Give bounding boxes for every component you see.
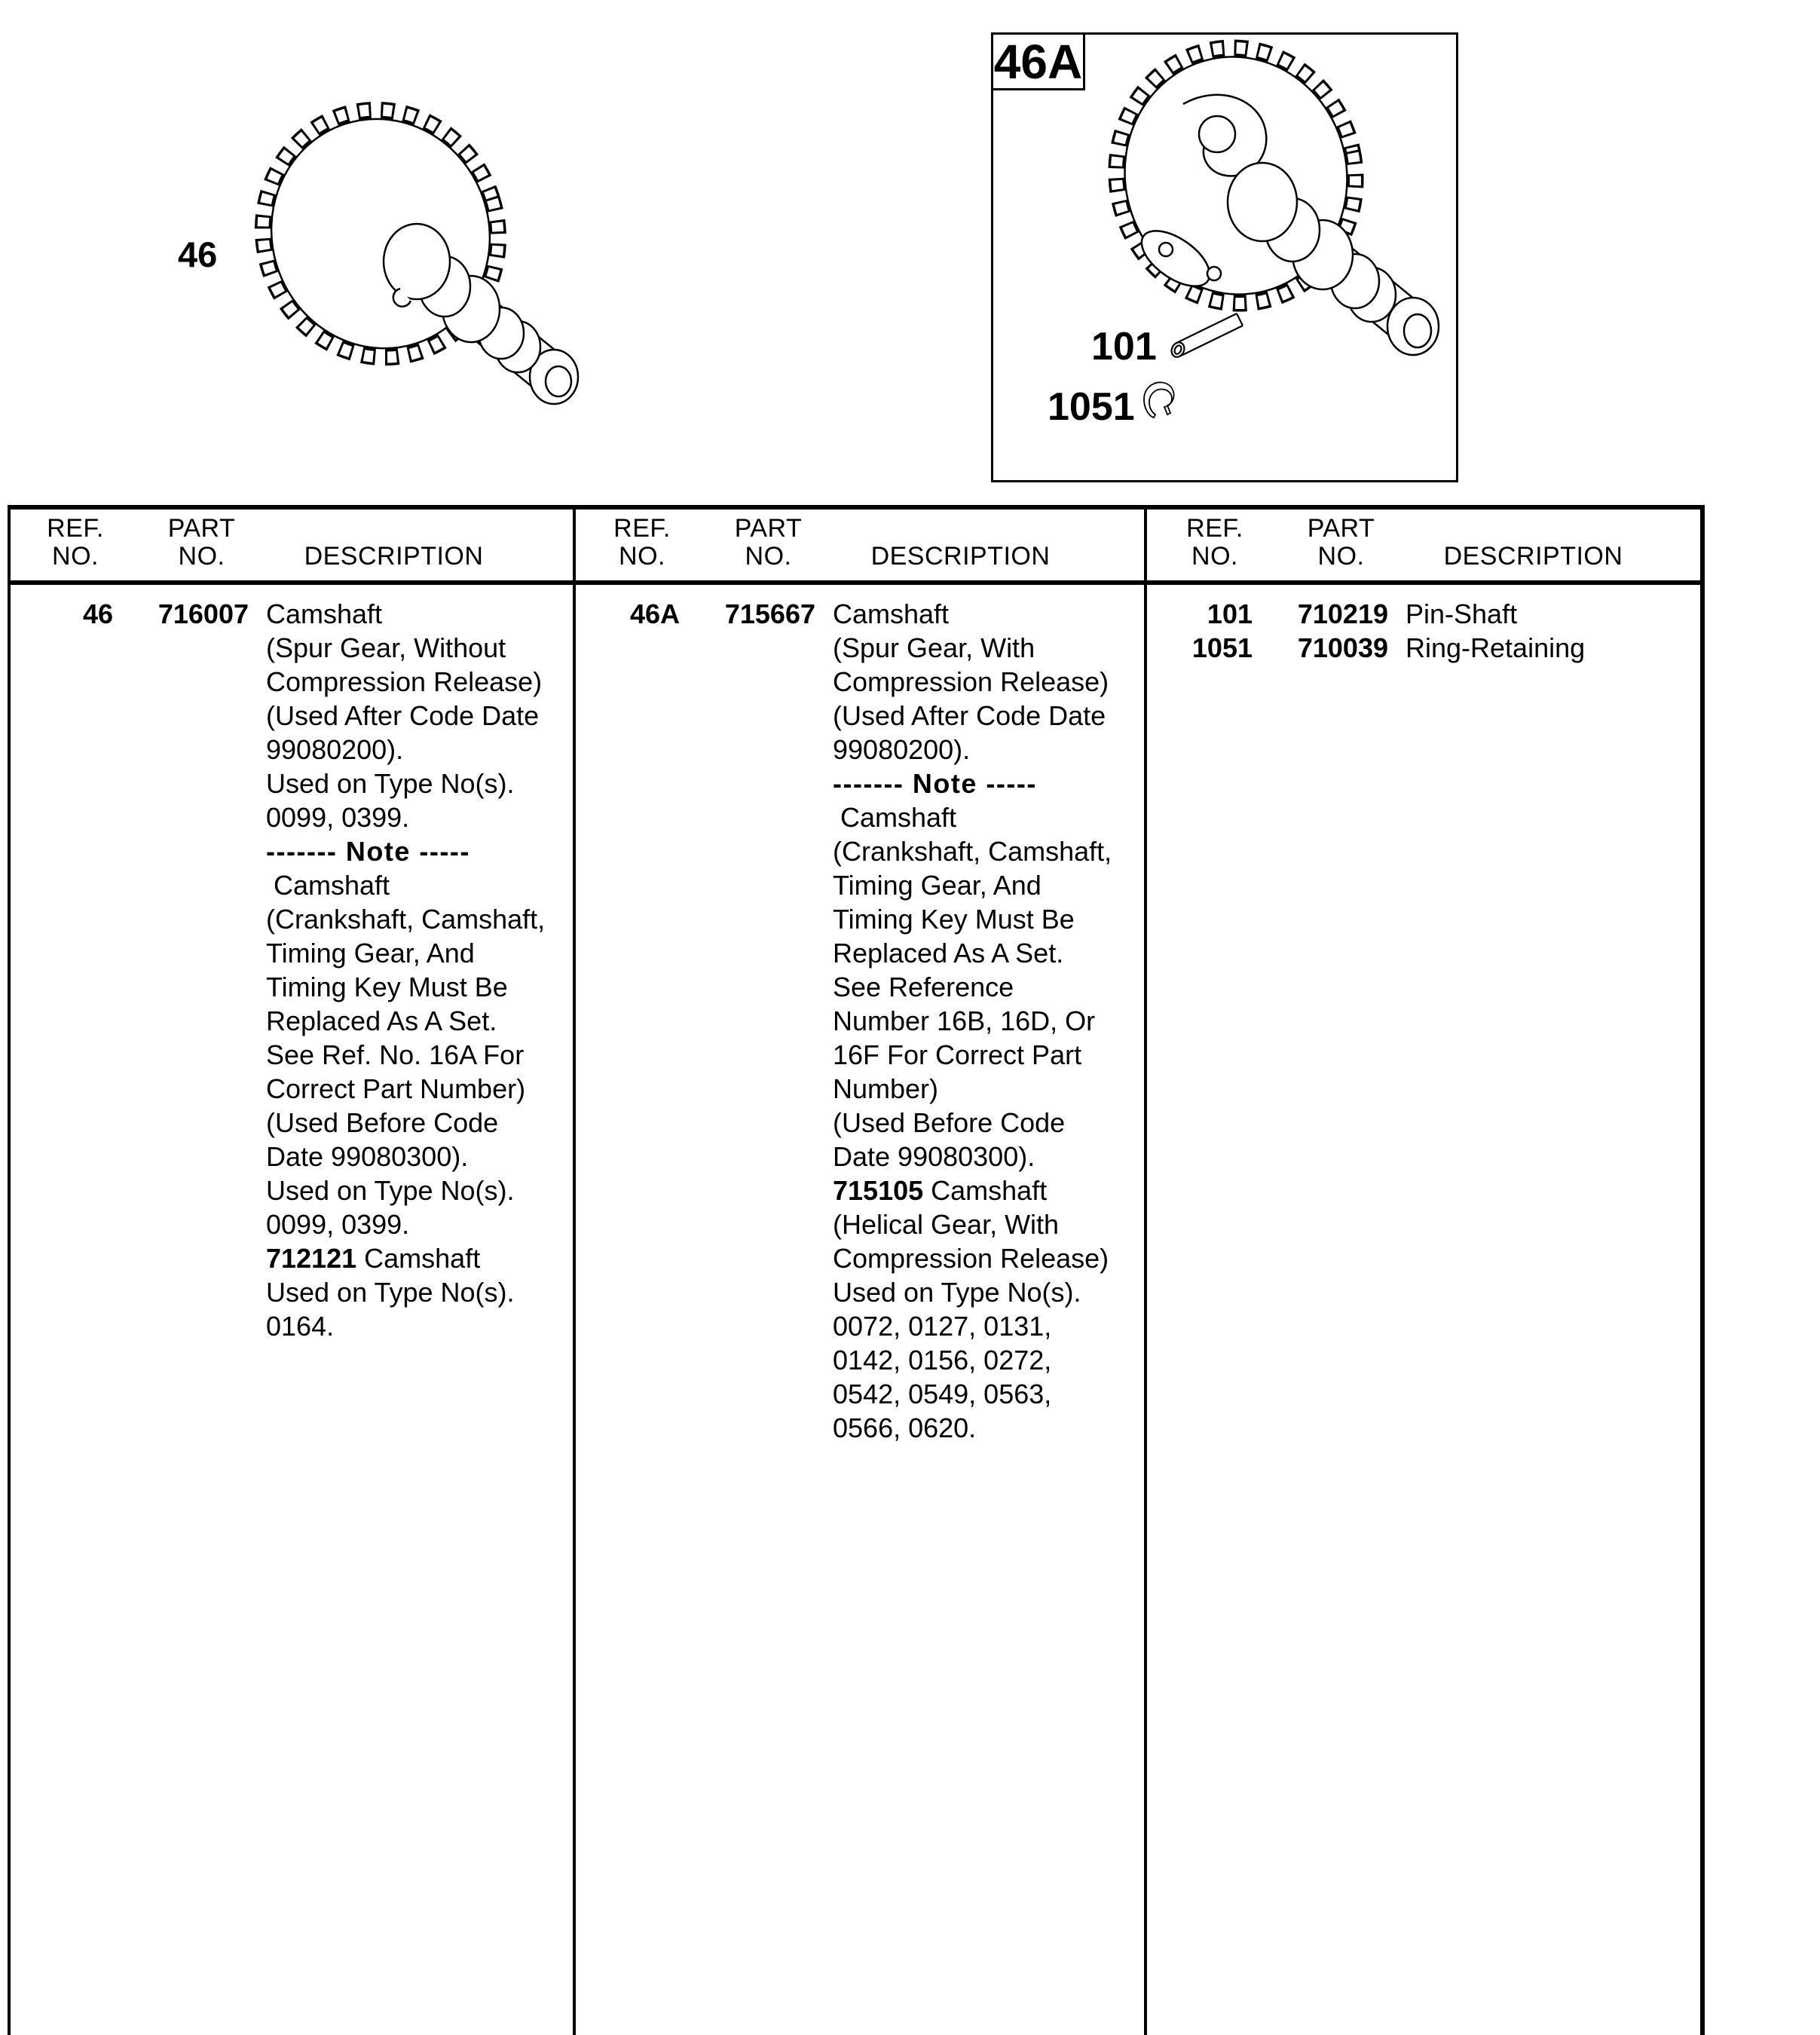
pin-shaft-label: 101 [1091, 325, 1157, 369]
description-line: Timing Key Must Be [266, 972, 508, 1002]
retaining-ring-label: 1051 [1048, 385, 1135, 429]
entry-ref-no: 46A [629, 598, 680, 629]
description-line: 0099, 0399. [266, 1209, 410, 1240]
description-line: See Ref. No. 16A For [266, 1039, 525, 1070]
description-line: Date 99080300). [266, 1141, 469, 1172]
ref-no-header: REF. NO. [613, 514, 671, 571]
description-line: 0099, 0399. [266, 802, 410, 833]
description-line: Ring-Retaining [1406, 632, 1586, 663]
description-header: DESCRIPTION [304, 542, 484, 571]
description-line: Date 99080300). [833, 1141, 1035, 1172]
table-right-border [1700, 505, 1705, 2035]
description-line: 99080200). [833, 734, 971, 765]
ref-no-header: REF. NO. [47, 514, 104, 571]
description-line: 0566, 0620. [833, 1412, 977, 1443]
description-line: Used on Type No(s). [833, 1277, 1081, 1308]
retaining-ring-drawing [1139, 375, 1179, 424]
description-line: Timing Gear, And [266, 938, 475, 969]
description-line: Camshaft [266, 598, 383, 629]
description-line: Used on Type No(s). [266, 1277, 515, 1308]
description-line: (Used After Code Date [266, 700, 540, 731]
part-no-header: PART NO. [1307, 514, 1375, 571]
description-line: (Used After Code Date [833, 700, 1106, 731]
description-line: Pin-Shaft [1406, 598, 1518, 629]
description-header: DESCRIPTION [870, 542, 1051, 571]
note-separator-line: ------- Note ----- [833, 768, 1037, 799]
description-line: Number) [833, 1073, 939, 1104]
description-line: 0164. [266, 1311, 335, 1342]
table-section-2 [574, 505, 1144, 2035]
table-section-1 [8, 505, 573, 2035]
figure-46-label: 46 [178, 234, 218, 274]
entry-description [1406, 597, 1707, 631]
description-line: Camshaft [833, 598, 950, 629]
description-line: 0542, 0549, 0563, [833, 1379, 1052, 1409]
description-line: 16F For Correct Part [833, 1039, 1082, 1070]
description-line: (Used Before Code [266, 1107, 499, 1138]
entry-part-no: 710219 [1297, 598, 1388, 629]
description-line: (Spur Gear, With [833, 632, 1035, 663]
camshaft-46-drawing [222, 87, 614, 441]
description-line: See Reference [833, 972, 1014, 1002]
ref-no-header: REF. NO. [1186, 514, 1243, 571]
description-line: (Crankshaft, Camshaft, [266, 904, 546, 935]
description-line: 715105 Camshaft [833, 1175, 1048, 1206]
entry-description [1406, 631, 1707, 665]
entry-ref-no: 101 [1207, 598, 1253, 629]
description-line: 0072, 0127, 0131, [833, 1311, 1052, 1342]
description-line: Used on Type No(s). [266, 768, 515, 799]
entry-part-no: 715667 [724, 598, 815, 629]
description-line: 99080200). [266, 734, 404, 765]
description-line: Compression Release) [833, 1243, 1109, 1274]
description-line: Timing Gear, And [833, 870, 1042, 901]
part-no-header: PART NO. [167, 514, 236, 571]
description-line: Compression Release) [266, 666, 543, 697]
description-line: (Helical Gear, With [833, 1209, 1060, 1240]
description-line: Replaced As A Set. [833, 938, 1064, 969]
description-line: (Crankshaft, Camshaft, [833, 836, 1112, 867]
description-line: Camshaft [833, 802, 957, 833]
description-line: Replaced As A Set. [266, 1005, 497, 1036]
pin-shaft-drawing [1164, 311, 1255, 367]
part-no-header: PART NO. [734, 514, 803, 571]
entry-part-no: 710039 [1297, 632, 1388, 663]
figure-46a-label: 46A [991, 32, 1085, 90]
description-line: Timing Key Must Be [833, 904, 1075, 935]
description-line: (Used Before Code [833, 1107, 1066, 1138]
description-line: Number 16B, 16D, Or [833, 1005, 1096, 1036]
table-section-3 [1147, 505, 1700, 2035]
description-line: Used on Type No(s). [266, 1175, 515, 1206]
entry-description [833, 597, 1134, 1445]
description-line: 712121 Camshaft [266, 1243, 481, 1274]
description-line: 0142, 0156, 0272, [833, 1345, 1052, 1376]
entry-description [266, 597, 567, 1343]
description-line: Correct Part Number) [266, 1073, 526, 1104]
entry-part-no: 716007 [158, 598, 249, 629]
note-separator-line: ------- Note ----- [266, 836, 470, 867]
description-line: (Spur Gear, Without [266, 632, 506, 663]
description-header: DESCRIPTION [1443, 542, 1623, 571]
entry-ref-no: 1051 [1191, 632, 1253, 663]
description-line: Camshaft [266, 870, 390, 901]
entry-ref-no: 46 [82, 598, 113, 629]
description-line: Compression Release) [833, 666, 1109, 697]
